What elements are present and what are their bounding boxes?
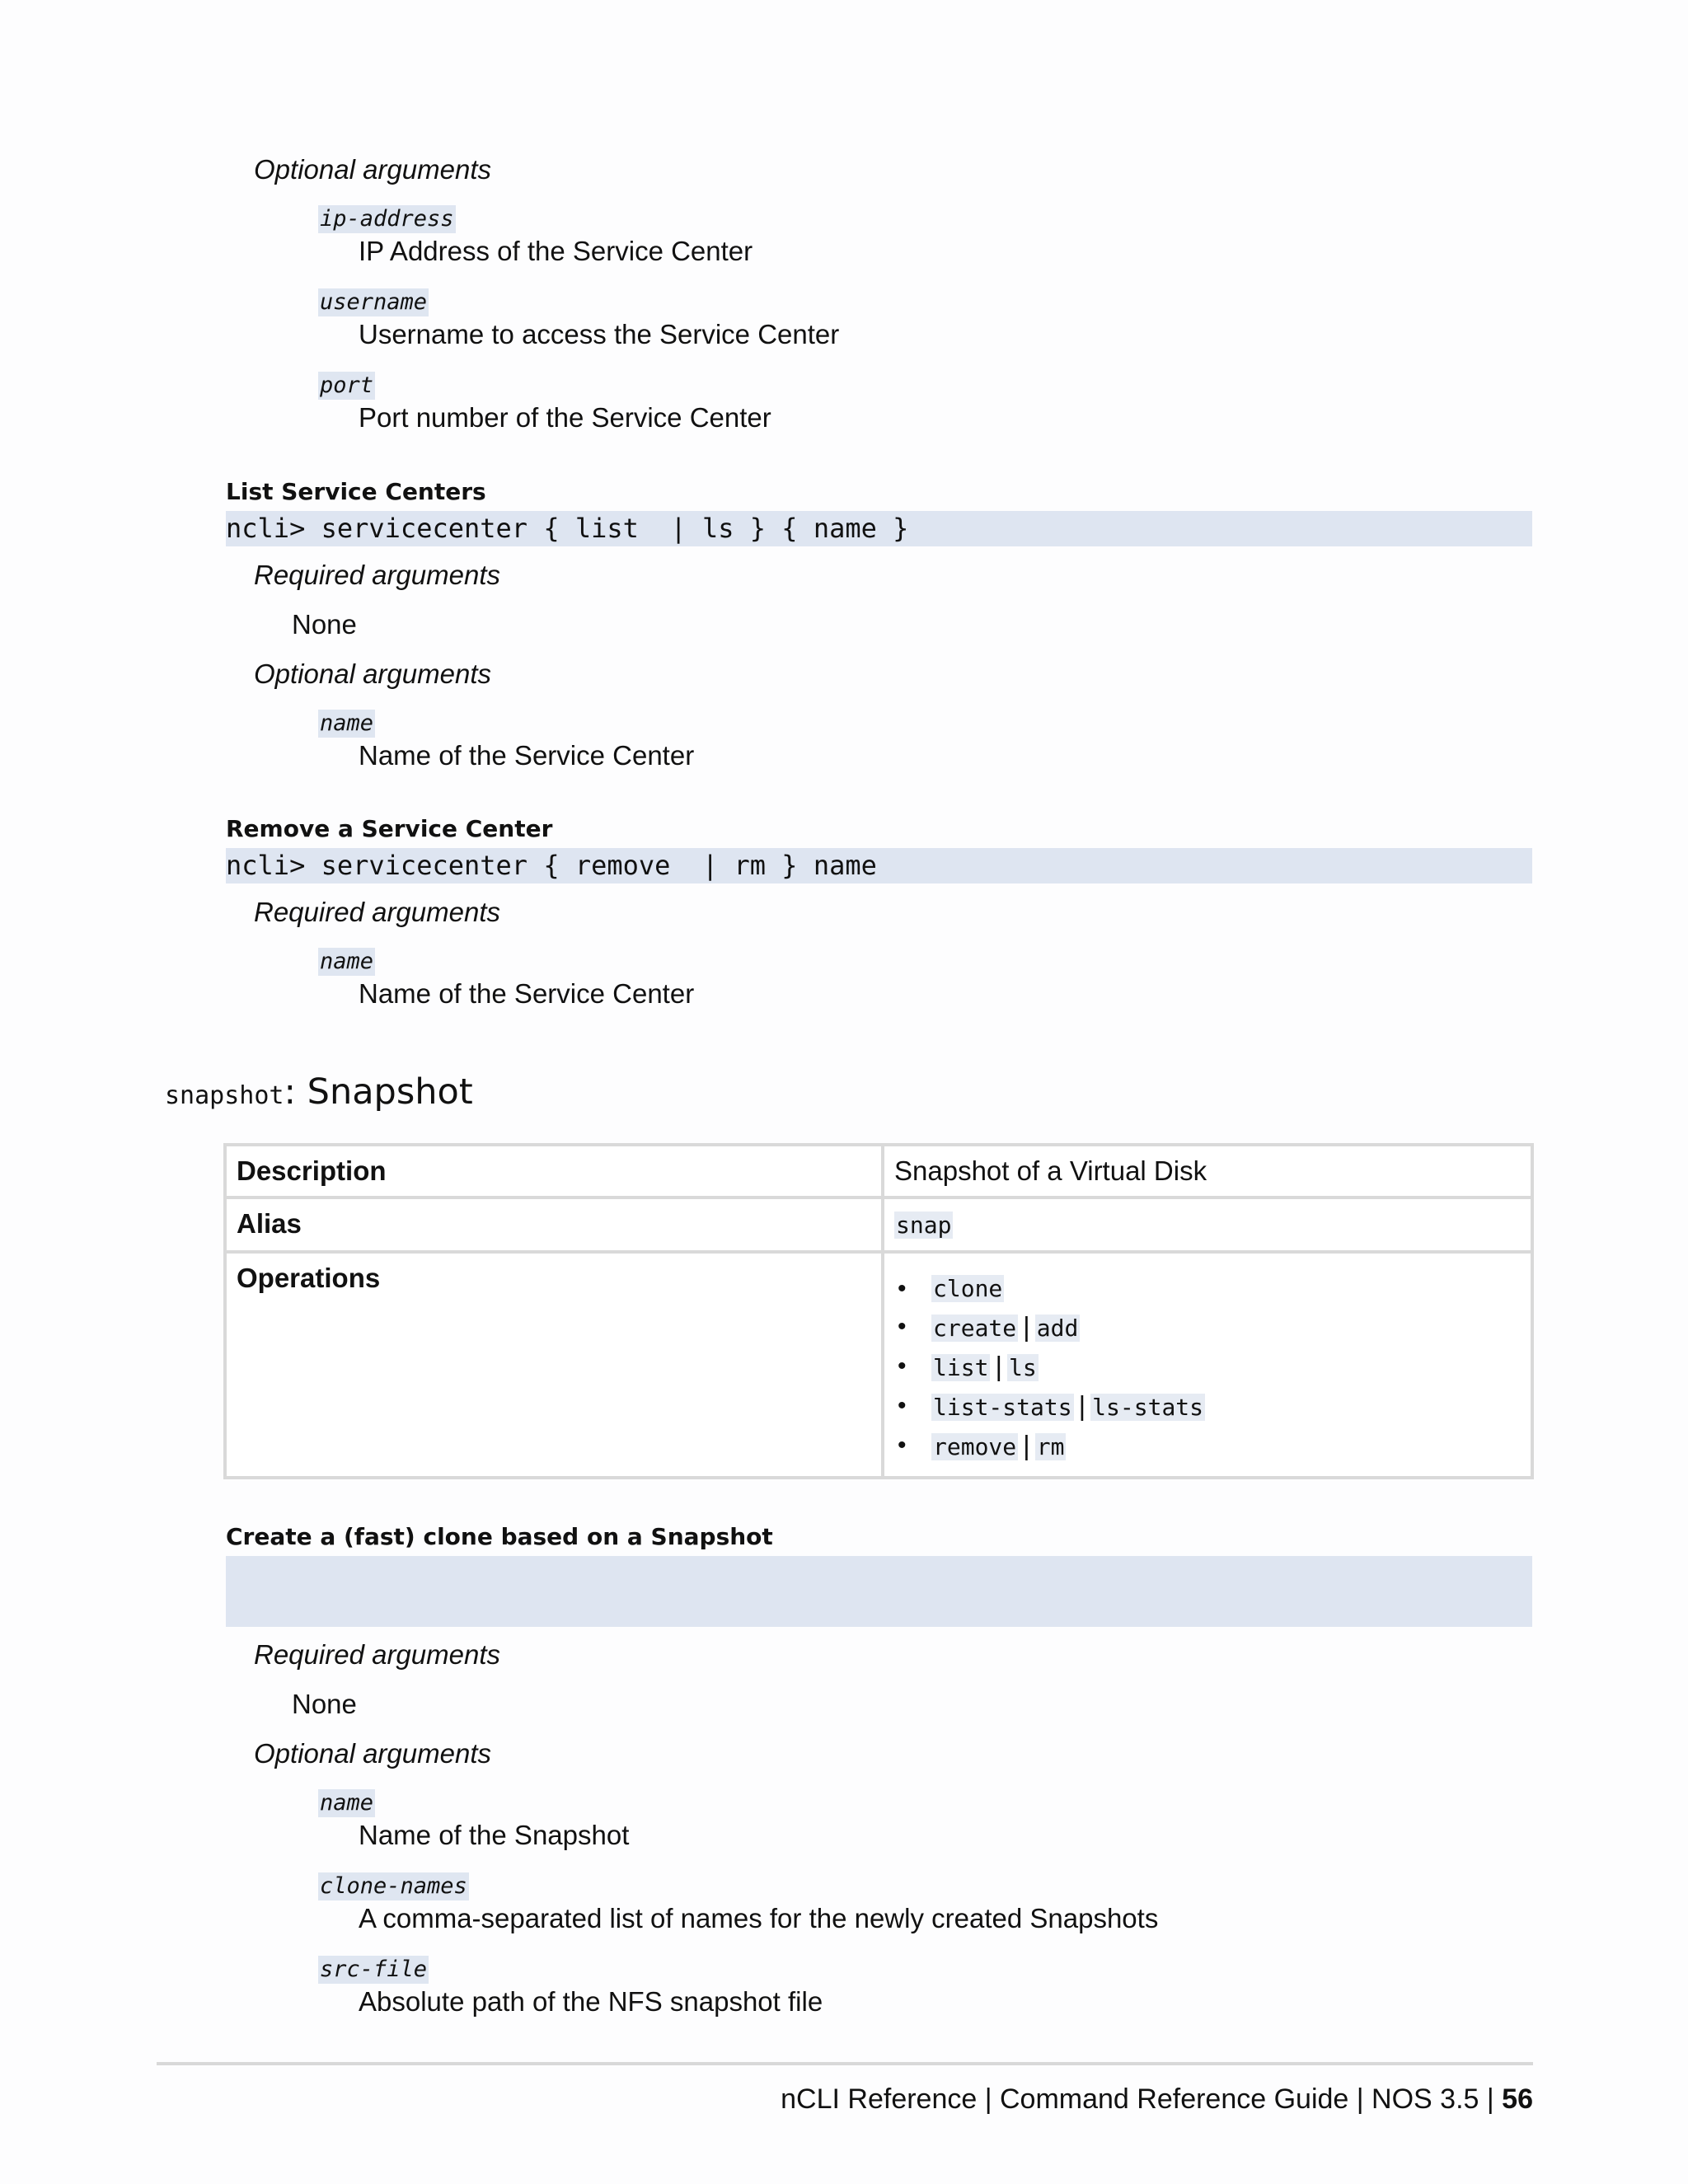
command-syntax: ncli> servicecenter { list | ls } { name }: [226, 511, 1532, 546]
table-row: [227, 1254, 1531, 1476]
pipe-separator: |: [1023, 1430, 1030, 1460]
footer-text: nCLI Reference | Command Reference Guide | NOS 3.5 |: [781, 2083, 1503, 2115]
arg-description: A comma-separated list of names for the newly created Snapshots: [359, 1903, 1159, 1933]
required-arguments-heading: Required arguments: [254, 560, 500, 590]
pipe-separator: |: [1023, 1311, 1030, 1342]
list-item: [894, 1308, 1521, 1347]
required-value: None: [292, 609, 357, 640]
list-item: [894, 1427, 1521, 1466]
optional-arguments-heading: Optional arguments: [254, 154, 491, 185]
section-title: [165, 1069, 473, 1119]
command-syntax: ncli> servicecenter { remove | rm } name: [226, 848, 1532, 883]
subsection-heading: Create a (fast) clone based on a Snapshot: [226, 1523, 773, 1550]
operation-name: remove: [933, 1433, 1017, 1460]
operation-alias: add: [1036, 1315, 1079, 1342]
alias-key: Alias: [227, 1199, 881, 1250]
arg-description: Port number of the Service Center: [359, 402, 771, 433]
bullet-icon: •: [898, 1275, 907, 1302]
snapshot-info-table: [223, 1143, 1534, 1479]
command-syntax: [226, 1556, 1532, 1627]
arg-description: Absolute path of the NFS snapshot file: [359, 1986, 823, 2017]
operations-key: Operations: [227, 1254, 881, 1476]
operation-alias: ls-stats: [1092, 1394, 1204, 1421]
pipe-separator: |: [995, 1351, 1003, 1381]
list-item: [894, 1270, 1521, 1308]
required-arguments-heading: Required arguments: [254, 1639, 500, 1670]
arg-name: port: [320, 373, 374, 398]
arg-description: Name of the Service Center: [359, 740, 695, 771]
list-item: [894, 1387, 1521, 1427]
bullet-icon: •: [898, 1392, 907, 1419]
arg-description: Username to access the Service Center: [359, 319, 840, 349]
bullet-icon: •: [898, 1352, 907, 1380]
alias-value: snap: [896, 1212, 952, 1239]
operations-cell: [884, 1254, 1531, 1476]
required-arguments-heading: Required arguments: [254, 897, 500, 927]
subsection-heading: List Service Centers: [226, 478, 486, 505]
section-title-text: Snapshot: [307, 1071, 473, 1113]
operation-alias: ls: [1009, 1354, 1037, 1381]
arg-description: Name of the Service Center: [359, 978, 695, 1009]
subsection-heading: Remove a Service Center: [226, 815, 553, 842]
section-title-separator: :: [284, 1071, 307, 1113]
arg-name: clone-names: [320, 1873, 467, 1899]
arg-name: name: [320, 1790, 374, 1816]
description-value: Snapshot of a Virtual Disk: [884, 1146, 1531, 1196]
table-row: [227, 1199, 1531, 1250]
section-title-code: snapshot: [165, 1081, 284, 1110]
operation-name: clone: [933, 1275, 1003, 1302]
operations-list: [894, 1270, 1521, 1466]
required-value: None: [292, 1689, 357, 1719]
arg-description: IP Address of the Service Center: [359, 236, 753, 266]
optional-arguments-heading: Optional arguments: [254, 658, 491, 689]
bullet-icon: •: [898, 1313, 907, 1340]
operation-name: create: [933, 1315, 1017, 1342]
footer-divider: [157, 2062, 1533, 2065]
operation-alias: rm: [1036, 1433, 1065, 1460]
optional-arguments-heading: Optional arguments: [254, 1738, 491, 1769]
alias-value-cell: [884, 1199, 1531, 1250]
arg-name: name: [320, 949, 374, 974]
operation-name: list: [933, 1354, 989, 1381]
pipe-separator: |: [1078, 1390, 1086, 1421]
page-footer: [781, 2082, 1533, 2116]
arg-description: Name of the Snapshot: [359, 1820, 630, 1850]
description-key: Description: [227, 1146, 881, 1196]
arg-name: src-file: [320, 1957, 428, 1982]
operation-name: list-stats: [933, 1394, 1072, 1421]
list-item: [894, 1347, 1521, 1387]
arg-name: name: [320, 710, 374, 736]
bullet-icon: •: [898, 1432, 907, 1459]
arg-name: username: [320, 289, 428, 315]
arg-name: ip-address: [320, 206, 454, 232]
table-row: [227, 1146, 1531, 1196]
page-number: 56: [1502, 2083, 1533, 2115]
